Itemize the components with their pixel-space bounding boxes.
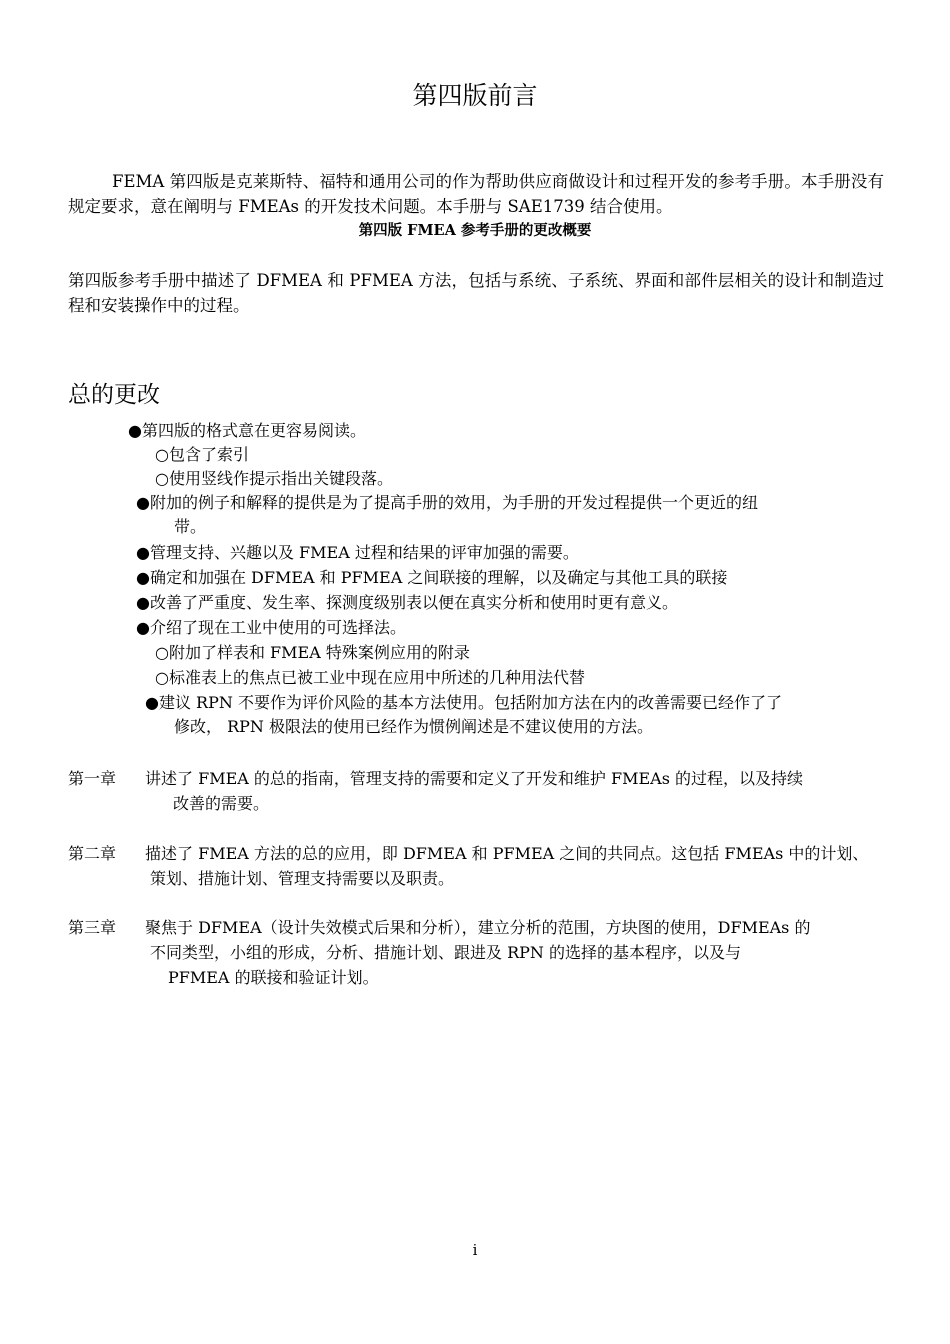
chapter-1-line-1: 讲述了 FMEA 的总的指南，管理支持的需要和定义了开发和维护 FMEAs 的过程，以及持续 bbox=[145, 769, 803, 788]
summary-title: 第四版 FMEA 参考手册的更改概要 bbox=[358, 222, 592, 239]
change-item-7-line-1: ●建议 RPN 不要作为评价风险的基本方法使用。包括附加方法在内的改善需要已经作了了 bbox=[145, 693, 782, 712]
change-item-2 bbox=[136, 491, 881, 539]
chapter-3-line-1: 聚焦于 DFMEA（设计失效模式后果和分析），建立分析的范围，方块图的使用，DFMEAs 的 bbox=[145, 918, 811, 937]
chapter-1 bbox=[68, 766, 884, 816]
chapter-2-line-1: 描述了 FMEA 方法的总的应用，即 DFMEA 和 PFMEA 之间的共同点。这包括 FMEAs 中的计划、 bbox=[145, 844, 869, 863]
chapter-3-line-3: PFMEA 的联接和验证计划。 bbox=[168, 968, 379, 987]
chapter-1-line-2: 改善的需要。 bbox=[173, 794, 270, 813]
chapter-2 bbox=[68, 841, 884, 891]
page-number: i bbox=[472, 1241, 478, 1259]
chapter-3-label: 第三章 bbox=[68, 918, 117, 937]
page-title: 第四版前言 bbox=[412, 81, 538, 110]
chapter-2-label: 第二章 bbox=[68, 844, 117, 863]
change-subitem-6-1: ○附加了样表和 FMEA 特殊案例应用的附录 bbox=[155, 643, 470, 662]
change-item-7 bbox=[145, 691, 883, 739]
change-item-7-line-2: 修改， RPN 极限法的使用已经作为惯例阐述是不建议使用的方法。 bbox=[174, 717, 653, 736]
change-item-2-line-1: ●附加的例子和解释的提供是为了提高手册的效用，为手册的开发过程提供一个更近的纽 bbox=[136, 493, 758, 512]
chapter-1-label: 第一章 bbox=[68, 769, 117, 788]
chapter-2-line-2: 策划、措施计划、管理支持需要以及职责。 bbox=[150, 869, 455, 888]
change-item-5: ●改善了严重度、发生率、探测度级别表以便在真实分析和使用时更有意义。 bbox=[136, 593, 678, 612]
change-subitem-6-2: ○标准表上的焦点已被工业中现在应用中所述的几种用法代替 bbox=[155, 668, 585, 687]
chapter-3 bbox=[68, 915, 884, 990]
change-item-4: ●确定和加强在 DFMEA 和 PFMEA 之间联接的理解，以及确定与其他工具的联接 bbox=[136, 568, 728, 587]
change-subitem-1-2: ○使用竖线作提示指出关键段落。 bbox=[155, 469, 393, 488]
change-item-6: ●介绍了现在工业中使用的可选择法。 bbox=[136, 618, 406, 637]
summary-paragraph: 第四版参考手册中描述了 DFMEA 和 PFMEA 方法，包括与系统、子系统、界面和部件层相关的设计和制造过程和安装操作中的过程。 bbox=[68, 271, 884, 315]
chapter-3-line-2: 不同类型，小组的形成，分析、措施计划、跟进及 RPN 的选择的基本程序，以及与 bbox=[150, 943, 741, 962]
change-item-3: ●管理支持、兴趣以及 FMEA 过程和结果的评审加强的需要。 bbox=[136, 543, 579, 562]
change-item-1: ●第四版的格式意在更容易阅读。 bbox=[128, 421, 366, 440]
general-changes-heading: 总的更改 bbox=[68, 382, 160, 408]
intro-paragraph: FEMA 第四版是克莱斯特、福特和通用公司的作为帮助供应商做设计和过程开发的参考手册。本手册没有规定要求，意在阐明与 FMEAs 的开发技术问题。本手册与 SAE1739 结合使用。 bbox=[68, 172, 884, 216]
change-subitem-1-1: ○包含了索引 bbox=[155, 445, 249, 464]
change-item-2-line-2: 带。 bbox=[174, 517, 207, 536]
